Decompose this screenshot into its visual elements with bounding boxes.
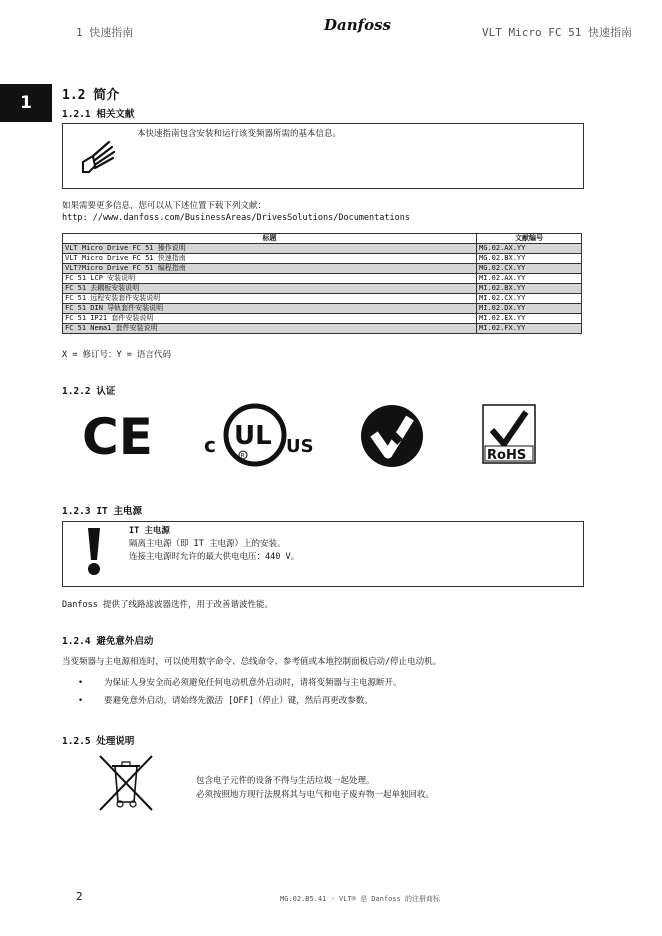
ul-us-text: US — [286, 436, 314, 457]
rohs-text: RoHS — [487, 448, 527, 463]
more-info-text: 如果需要更多信息，您可以从下述位置下载下列文献： — [62, 201, 267, 211]
chapter-tab: 1 — [0, 84, 52, 122]
doc-url[interactable]: http: //www.danfoss.com/BusinessAreas/DrivesSolutions/Documentations — [62, 213, 410, 223]
table-row — [63, 244, 582, 254]
doc-title: VLT?Micro Drive FC 51 编程指南 — [63, 264, 477, 274]
doc-title: VLT Micro Drive FC 51 操作说明 — [63, 244, 477, 254]
doc-title: FC 51 去耦板安装说明 — [63, 284, 477, 294]
start-stop-intro: 当变频器与主电源相连时，可以使用数字命令、总线命令、参考值或本地控制面板启动/停止电动机。 — [62, 657, 442, 667]
section-title: 1.2 简介 — [62, 88, 120, 103]
ce-mark-icon — [82, 408, 153, 466]
rohs-mark-icon — [482, 404, 536, 468]
crossed-bin-icon — [96, 752, 156, 818]
doc-title: FC 51 Nema1 套件安装说明 — [63, 324, 477, 334]
ce-mark-text: CE — [82, 408, 153, 466]
table-row — [63, 314, 582, 324]
table-row — [63, 254, 582, 264]
bullet-text: 为保证人身安全而必须避免任何电动机意外启动时，请将变频器与主电源断开。 — [104, 678, 402, 688]
table-row — [63, 294, 582, 304]
documents-table — [62, 233, 582, 334]
table-header-row — [63, 234, 582, 244]
subsection-1-title: 1.2.1 相关文献 — [62, 109, 135, 120]
subsection-4-title: 1.2.4 避免意外启动 — [62, 636, 154, 647]
table-row — [63, 324, 582, 334]
warning-title: IT 主电源 — [129, 526, 170, 536]
doc-code: MG.02.CX.YY — [477, 264, 582, 274]
doc-code: MG.02.AX.YY — [477, 244, 582, 254]
table-row — [63, 304, 582, 314]
doc-code: MI.02.BX.YY — [477, 284, 582, 294]
disposal-line-1: 包含电子元件的设备不得与生活垃圾一起处理。 — [196, 776, 375, 786]
c-tick-mark-icon — [360, 404, 424, 472]
subsection-2-title: 1.2.2 认证 — [62, 386, 116, 397]
list-item — [78, 676, 402, 688]
table-row — [63, 264, 582, 274]
table-row — [63, 274, 582, 284]
table-legend: X = 修订号：Y = 语言代码 — [62, 350, 171, 360]
footer-text: MG.02.B5.41 - VLT® 是 Danfoss 的注册商标 — [280, 895, 441, 903]
col-code-header: 文献编号 — [477, 234, 582, 244]
doc-code: MI.02.CX.YY — [477, 294, 582, 304]
subsection-5-title: 1.2.5 处理说明 — [62, 736, 135, 747]
ul-registered-text: R — [240, 452, 245, 460]
warning-box — [62, 521, 584, 587]
bullet-text: 要避免意外启动，请始终先激活 [OFF]（停止）键，然后再更改参数。 — [104, 696, 373, 706]
table-row — [63, 284, 582, 294]
exclamation-icon — [83, 526, 105, 580]
bullet-mark: • — [78, 696, 84, 706]
ul-c-text: c — [204, 433, 216, 457]
note-text: 本快速指南包含安装和运行该变频器所需的基本信息。 — [137, 129, 342, 139]
note-box — [62, 123, 584, 189]
header-chapter: 1 快速指南 — [76, 26, 134, 39]
filter-option-text: Danfoss 提供了线路滤波器选件，用于改善谐波性能。 — [62, 600, 273, 610]
doc-code: MG.02.BX.YY — [477, 254, 582, 264]
doc-code: MI.02.EX.YY — [477, 314, 582, 324]
header-doc-title: VLT Micro FC 51 快速指南 — [482, 26, 632, 39]
danfoss-logo-text: Danfoss — [324, 16, 391, 34]
doc-title: FC 51 远程安装套件安装说明 — [63, 294, 477, 304]
doc-code: MI.02.AX.YY — [477, 274, 582, 284]
subsection-3-title: 1.2.3 IT 主电源 — [62, 506, 142, 517]
danfoss-logo — [322, 12, 391, 40]
cul-us-mark-icon — [202, 402, 312, 472]
doc-title: VLT Micro Drive FC 51 快速指南 — [63, 254, 477, 264]
ul-mark-text: UL — [234, 421, 272, 451]
bullet-mark: • — [78, 678, 84, 688]
doc-title: FC 51 LCP 安装说明 — [63, 274, 477, 284]
warning-line-2: 连接主电源时允许的最大供电电压：440 V。 — [129, 552, 300, 562]
page-number: 2 — [76, 890, 83, 903]
doc-title: FC 51 DIN 导轨套件安装说明 — [63, 304, 477, 314]
hand-note-icon — [79, 138, 119, 180]
doc-code: MI.02.DX.YY — [477, 304, 582, 314]
doc-code: MI.02.FX.YY — [477, 324, 582, 334]
doc-title: FC 51 IP21 套件安装说明 — [63, 314, 477, 324]
list-item — [78, 694, 373, 706]
warning-line-1: 隔离主电源（即 IT 主电源）上的安装。 — [129, 539, 286, 549]
disposal-line-2: 必须按照地方现行法规将其与电气和电子废弃物一起单独回收。 — [196, 790, 435, 800]
col-title-header: 标题 — [63, 234, 477, 244]
